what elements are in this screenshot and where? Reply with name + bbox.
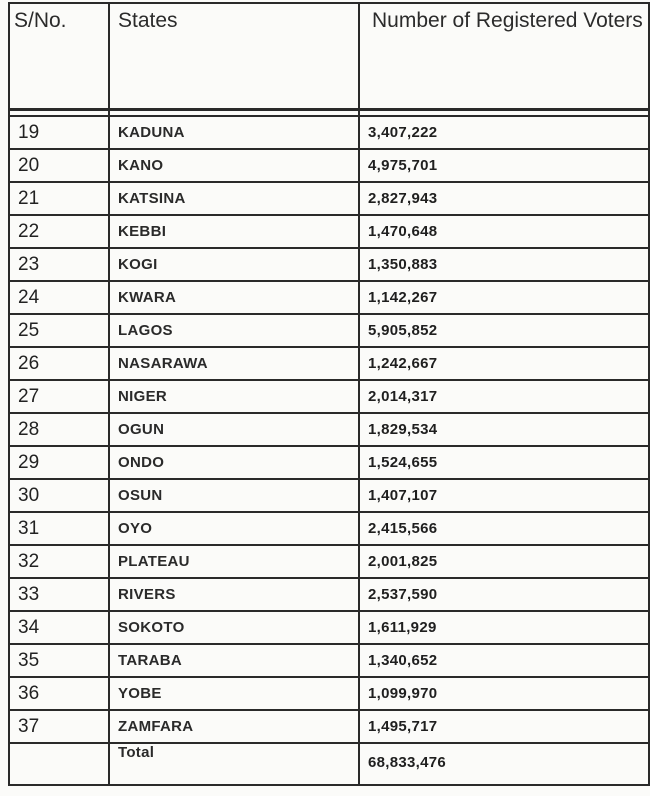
voters-count-cell: 1,142,267: [359, 281, 649, 314]
table-row: [9, 182, 649, 215]
table-row: [9, 380, 649, 413]
voters-count-cell: 4,975,701: [359, 149, 649, 182]
voters-count-cell: 1,340,652: [359, 644, 649, 677]
table-row: [9, 248, 649, 281]
serial-number-cell: 34: [9, 611, 109, 644]
voters-count-cell: 1,350,883: [359, 248, 649, 281]
voters-count-cell: 2,014,317: [359, 380, 649, 413]
table-row: [9, 347, 649, 380]
serial-number-cell: 33: [9, 578, 109, 611]
serial-number-cell: 32: [9, 545, 109, 578]
state-cell: KANO: [109, 149, 359, 182]
voters-count-cell: 2,001,825: [359, 545, 649, 578]
state-cell: SOKOTO: [109, 611, 359, 644]
header-registered-voters: Number of Registered Voters: [359, 3, 649, 110]
state-cell: KWARA: [109, 281, 359, 314]
voters-count-cell: 1,611,929: [359, 611, 649, 644]
state-cell: KEBBI: [109, 215, 359, 248]
header-states: States: [109, 3, 359, 110]
serial-number-cell: 27: [9, 380, 109, 413]
table-body: [9, 110, 649, 786]
state-cell: YOBE: [109, 677, 359, 710]
table-row: [9, 512, 649, 545]
state-cell: NASARAWA: [109, 347, 359, 380]
state-cell: PLATEAU: [109, 545, 359, 578]
voters-count-cell: 1,242,667: [359, 347, 649, 380]
serial-number-cell: 23: [9, 248, 109, 281]
table-row: [9, 413, 649, 446]
voters-count-cell: 1,524,655: [359, 446, 649, 479]
table-row: [9, 644, 649, 677]
table-row: [9, 149, 649, 182]
table-row: [9, 578, 649, 611]
state-cell: NIGER: [109, 380, 359, 413]
state-cell: KADUNA: [109, 116, 359, 149]
total-row: [9, 743, 649, 785]
header-serial-number: S/No.: [9, 3, 109, 110]
serial-number-cell: 29: [9, 446, 109, 479]
total-label: Total: [109, 743, 359, 785]
state-cell: OSUN: [109, 479, 359, 512]
serial-number-cell: 36: [9, 677, 109, 710]
voters-count-cell: 2,415,566: [359, 512, 649, 545]
registered-voters-table: [8, 2, 650, 786]
serial-number-cell: 28: [9, 413, 109, 446]
voters-count-cell: 1,407,107: [359, 479, 649, 512]
serial-number-cell: 30: [9, 479, 109, 512]
table-row: [9, 611, 649, 644]
serial-number-cell: 24: [9, 281, 109, 314]
table-row: [9, 545, 649, 578]
table-row: [9, 314, 649, 347]
serial-number-cell: 21: [9, 182, 109, 215]
state-cell: LAGOS: [109, 314, 359, 347]
voters-count-cell: 1,495,717: [359, 710, 649, 743]
serial-number-cell: 35: [9, 644, 109, 677]
voters-count-cell: 1,099,970: [359, 677, 649, 710]
serial-number-cell: 31: [9, 512, 109, 545]
voters-count-cell: 1,470,648: [359, 215, 649, 248]
serial-number-cell: 26: [9, 347, 109, 380]
total-voters-count: 68,833,476: [359, 743, 649, 785]
state-cell: OGUN: [109, 413, 359, 446]
state-cell: ZAMFARA: [109, 710, 359, 743]
serial-number-cell: 25: [9, 314, 109, 347]
table-row: [9, 677, 649, 710]
voters-count-cell: 2,827,943: [359, 182, 649, 215]
voters-count-cell: 3,407,222: [359, 116, 649, 149]
state-cell: KATSINA: [109, 182, 359, 215]
total-serial-cell: [9, 743, 109, 785]
voters-count-cell: 5,905,852: [359, 314, 649, 347]
table-row: [9, 479, 649, 512]
serial-number-cell: 20: [9, 149, 109, 182]
voters-count-cell: 2,537,590: [359, 578, 649, 611]
table-row: [9, 710, 649, 743]
state-cell: ONDO: [109, 446, 359, 479]
serial-number-cell: 22: [9, 215, 109, 248]
table-row: [9, 116, 649, 149]
state-cell: TARABA: [109, 644, 359, 677]
header-row: [9, 3, 649, 110]
table-header: [9, 3, 649, 110]
table-row: [9, 281, 649, 314]
voters-count-cell: 1,829,534: [359, 413, 649, 446]
serial-number-cell: 37: [9, 710, 109, 743]
table-row: [9, 446, 649, 479]
state-cell: KOGI: [109, 248, 359, 281]
state-cell: OYO: [109, 512, 359, 545]
state-cell: RIVERS: [109, 578, 359, 611]
table-row: [9, 215, 649, 248]
serial-number-cell: 19: [9, 116, 109, 149]
